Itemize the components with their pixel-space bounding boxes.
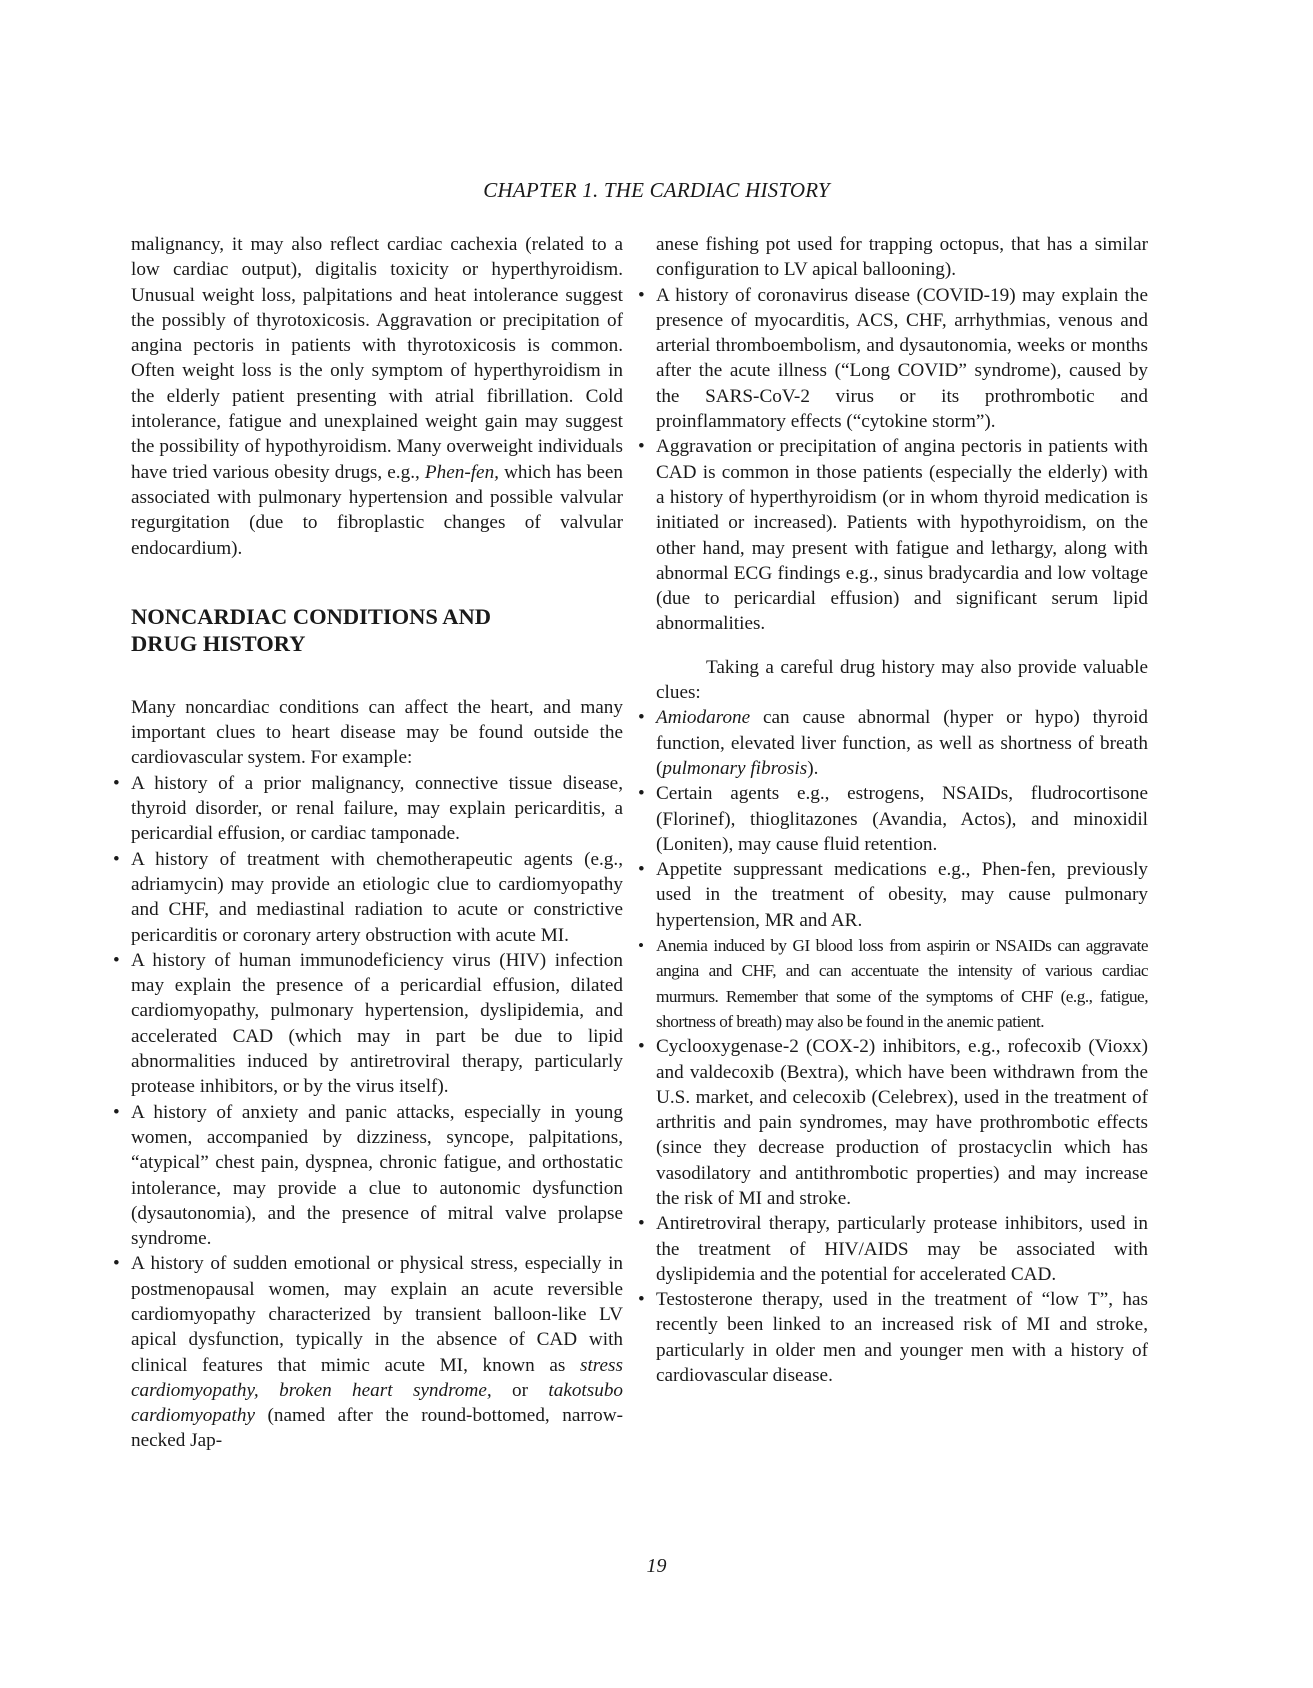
continuation-text: anese fishing pot used for trapping octopus, that has a similar configuration to LV apical ballooning). — [656, 234, 1148, 281]
right-column — [656, 232, 1148, 1388]
running-head: CHAPTER 1. THE CARDIAC HISTORY — [483, 178, 830, 202]
bullet5-text-a: A history of sudden emotional or physical stress, especially in postmenopausal women, may explain an acute reversible cardiomyopathy characterized by transient balloon-like LV apical dysfunction, typically in the absence of CAD with clinical features that mimic acute MI, known as — [131, 1253, 623, 1376]
amiodarone-text-a: can cause abnormal (hyper or hypo) thyroid function, elevated liver function, as well as shortness of breath ( — [656, 707, 1148, 779]
intro-text-b: which has been associated with pulmonary hypertension and possible valvular regurgitation (due to fibroplastic changes of valvular endocardium). — [131, 461, 623, 559]
list-item: • Cyclooxygenase-2 (COX-2) inhibitors, e.g., rofecoxib (Vioxx) and valdecoxib (Bextra), which have been withdrawn from the U.S. market, and celecoxib (Celebrex), used in the treatment of arthritis and pain syndromes, may have prothrombotic effects (since they decrease production of prostacyclin which has vasodilatory and antithrombotic properties) and may increase the risk of MI and stroke. — [656, 1034, 1148, 1211]
list-item: • A history of human immunodeficiency virus (HIV) infection may explain the presence of a pericardial effusion, dilated cardiomyopathy, pulmonary hypertension, dyslipidemia, and accelerated CAD (which may in part be due to lipid abnormalities induced by antiretroviral therapy, particularly protease inhibitors, or by the virus itself). — [131, 948, 623, 1100]
list-item: • Antiretroviral therapy, particularly protease inhibitors, used in the treatment of HIV/AIDS may be associated with dyslipidemia and the potential for accelerated CAD. — [656, 1211, 1148, 1287]
section-heading — [131, 603, 623, 657]
list-item — [131, 1251, 623, 1453]
list-item: • A history of coronavirus disease (COVID-19) may explain the presence of myocarditis, ACS, CHF, arrhythmias, venous and arterial thromboembolism, and dysautonomia, weeks or months after the acute illness (“Long COVID” syndrome), caused by the SARS-CoV-2 virus or its prothrombotic and proinflammatory effects (“cytokine storm”). — [656, 283, 1148, 435]
list-item — [656, 705, 1148, 781]
list-item: • Testosterone therapy, used in the treatment of “low T”, has recently been linked to an increased risk of MI and stroke, particularly in older men and younger men with a history of cardiovascular disease. — [656, 1287, 1148, 1388]
drug-list — [656, 705, 1148, 1388]
section-heading-line1: NONCARDIAC CONDITIONS AND — [131, 603, 492, 629]
list-item: • Appetite suppressant medications e.g., Phen-fen, previously used in the treatment of obesity, may cause pulmonary hypertension, MR and AR. — [656, 857, 1148, 933]
bullet5-or: or — [491, 1379, 549, 1401]
condition-list — [131, 771, 623, 1454]
left-column — [131, 232, 623, 1454]
drug-history-intro: Taking a careful drug history may also provide valuable clues: — [656, 656, 1148, 704]
term-amiodarone: Amiodarone — [656, 707, 751, 729]
intro-paragraph — [131, 232, 623, 561]
list-item: • Aggravation or precipitation of angina pectoris in patients with CAD is common in those patients (especially the elderly) with a history of hyperthyroidism (or in whom thyroid medication is initiated or increased). Patients with hypothyroidism, on the other hand, may present with fatigue and lethargy, along with abnormal ECG findings e.g., sinus bradycardia and low voltage (due to pericardial effusion) and significant serum lipid abnormalities. — [656, 434, 1148, 636]
drug-name-phen-fen: Phen-fen, — [424, 461, 499, 483]
page-number: 19 — [646, 1555, 667, 1577]
term-takotsubo-cardiomyopathy: takotsubo cardiomyopathy — [131, 1379, 624, 1427]
term-broken-heart-syndrome: broken heart syndrome, — [279, 1379, 492, 1401]
list-item: • Certain agents e.g., estrogens, NSAIDs, fludrocortisone (Florinef), thioglitazones (Avandia, Actos), and minoxidil (Loniten), may cause fluid retention. — [656, 781, 1148, 857]
amiodarone-text-b: ). — [807, 757, 819, 779]
condition-list-continued — [656, 232, 1148, 637]
intro-text-a: malignancy, it may also reflect cardiac cachexia (related to a low cardiac output), digitalis toxicity or hyperthyroidism. Unusual weight loss, palpitations and heat intolerance suggest the possibly of thyrotoxicosis. Aggravation or precipitation of angina pectoris in patients with thyrotoxicosis is common. Often weight loss is the only symptom of hyperthyroidism in the elderly patient presenting with atrial fibrillation. Cold intolerance, fatigue and unexplained weight gain may suggest the possibility of hypothyroidism. Many overweight individuals have tried various obesity drugs, e.g., — [131, 234, 623, 483]
list-item: • A history of treatment with chemotherapeutic agents (e.g., adriamycin) may provide an etiologic clue to cardiomyopathy and CHF, and mediastinal radiation to acute or constrictive pericarditis or coronary artery obstruction with acute MI. — [131, 847, 623, 948]
section-heading-line2: DRUG HISTORY — [131, 630, 306, 656]
list-item: • A history of a prior malignancy, connective tissue disease, thyroid disorder, or renal failure, may explain pericarditis, a pericardial effusion, or cardiac tamponade. — [131, 771, 623, 847]
term-stress-cardiomyopathy: stress cardiomyopathy, — [131, 1354, 623, 1401]
bullet5-text-b: (named after the round-bottomed, narrow-necked Jap- — [131, 1405, 623, 1452]
term-pulmonary-fibrosis: pulmonary fibrosis — [662, 757, 808, 779]
list-item-anemia: • Anemia induced by GI blood loss from aspirin or NSAIDs can aggravate angina and CHF, and can accentuate the intensity of various cardiac murmurs. Remember that some of the symptoms of CHF (e.g., fatigue, shortness of breath) may also be found in the anemic patient. — [656, 933, 1148, 1034]
section-intro: Many noncardiac conditions can affect the heart, and many important clues to heart disease may be found outside the cardiovascular system. For example: — [131, 696, 623, 769]
list-item: • A history of anxiety and panic attacks, especially in young women, accompanied by dizziness, syncope, palpitations, “atypical” chest pain, dyspnea, chronic fatigue, and orthostatic intolerance, may provide a clue to autonomic dysfunction (dysautonomia), and the presence of mitral valve prolapse syndrome. — [131, 1100, 623, 1252]
list-item-continuation — [656, 232, 1148, 283]
